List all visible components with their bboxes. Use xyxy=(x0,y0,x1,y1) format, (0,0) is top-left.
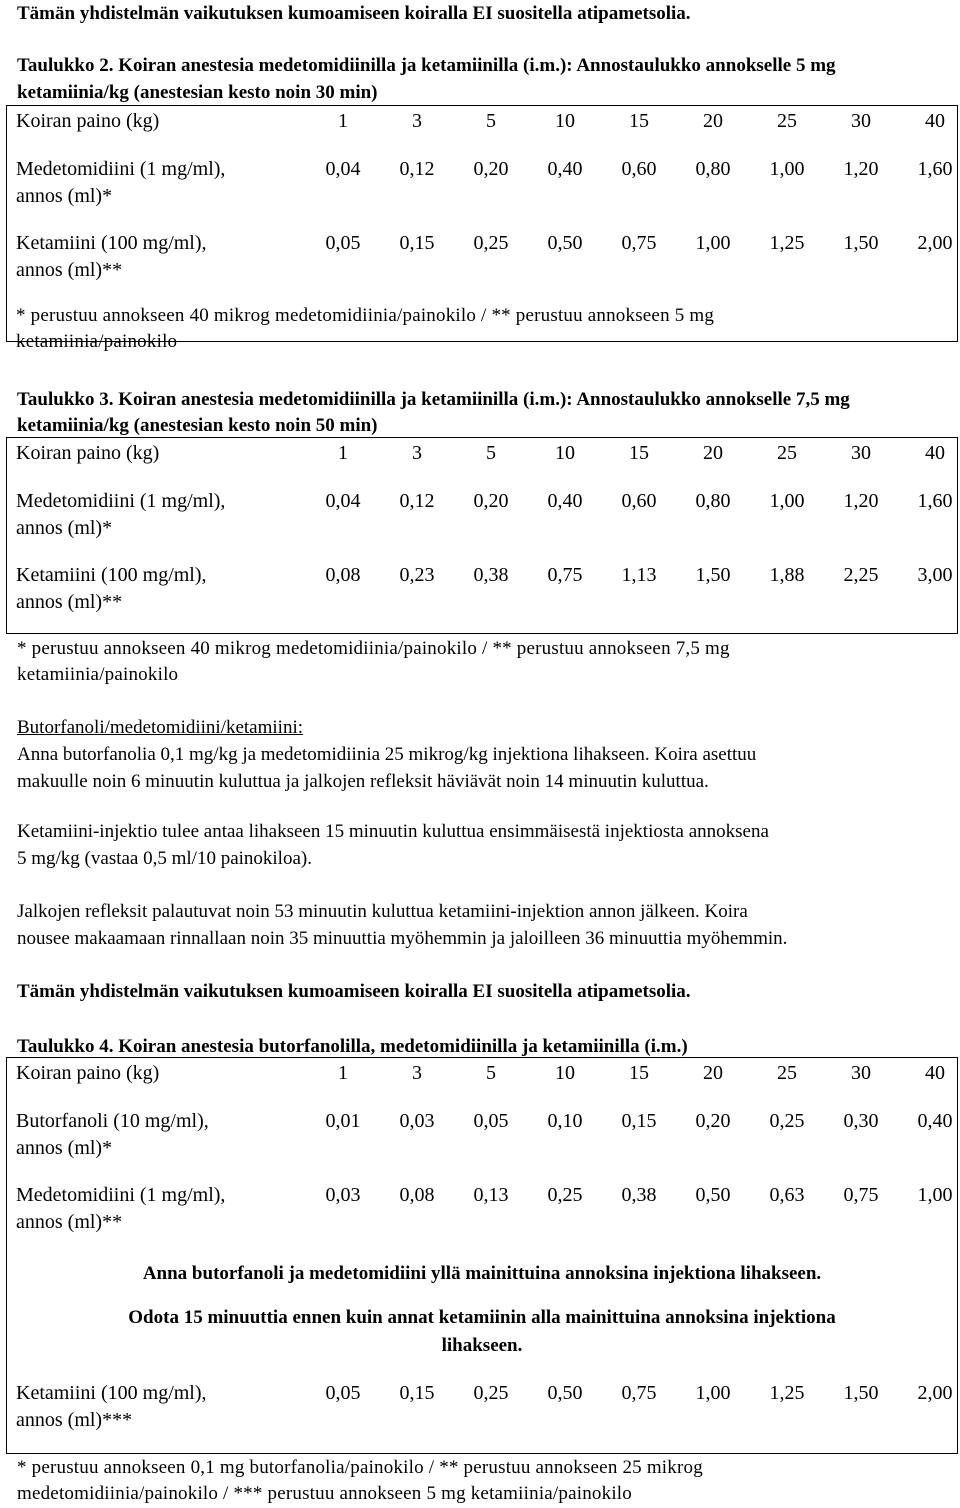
table3-cell: 0,20 xyxy=(473,490,509,512)
table4-weight: 30 xyxy=(851,1062,871,1084)
table4 xyxy=(6,1057,958,1454)
table4-cell: 0,05 xyxy=(325,1382,361,1404)
table2-row-label: annos (ml)* xyxy=(16,185,113,207)
table3-weight: 15 xyxy=(629,442,649,464)
table3-cell: 1,20 xyxy=(843,490,879,512)
table2-weight: 1 xyxy=(338,110,348,132)
table3-cell: 0,80 xyxy=(695,490,731,512)
table4-note1: Anna butorfanoli ja medetomidiini yllä mainittuina annoksina injektiona lihakseen. xyxy=(142,1263,822,1284)
table4-cell: 0,01 xyxy=(325,1110,361,1132)
table3 xyxy=(6,437,958,634)
table2-cell: 1,60 xyxy=(917,158,953,180)
table3-weight: 25 xyxy=(777,442,797,464)
table3-cell: 0,04 xyxy=(325,490,361,512)
table4-cell: 0,13 xyxy=(473,1184,509,1206)
table2-cell: 1,00 xyxy=(695,232,731,254)
table4-weight: 5 xyxy=(486,1062,496,1084)
section-para1-line1: Anna butorfanolia 0,1 mg/kg ja medetomidiinia 25 mikrog/kg injektiona lihakseen. Koira asettuu xyxy=(17,744,757,765)
table2-weight: 15 xyxy=(629,110,649,132)
table3-header-label: Koiran paino (kg) xyxy=(16,442,160,464)
table4-cell: 0,75 xyxy=(843,1184,879,1206)
table3-weight: 5 xyxy=(486,442,496,464)
table3-row-label: Ketamiini (100 mg/ml), xyxy=(16,564,207,586)
intro-warning: Tämän yhdistelmän vaikutuksen kumoamiseen koiralla EI suositella atipametsolia. xyxy=(17,3,691,24)
section-para3-line2: nousee makaamaan rinnallaan noin 35 minuuttia myöhemmin ja jaloilleen 36 minuuttia myöhemmin. xyxy=(17,928,788,949)
table2-cell: 1,25 xyxy=(769,232,805,254)
table2-cell: 0,60 xyxy=(621,158,657,180)
table4-note2-line1: Odota 15 minuuttia ennen kuin annat ketamiinin alla mainittuina annoksina injektiona xyxy=(128,1307,836,1328)
table4-cell: 1,50 xyxy=(843,1382,879,1404)
table4-cell: 0,30 xyxy=(843,1110,879,1132)
table3-footnote-line2: ketamiinia/painokilo xyxy=(17,664,179,685)
table3-footnote-line1: * perustuu annokseen 40 mikrog medetomidiinia/painokilo / ** perustuu annokseen 7,5 mg xyxy=(17,638,730,659)
table2-caption-line2: ketamiinia/kg (anestesian kesto noin 30 min) xyxy=(17,82,378,103)
section-heading: Butorfanoli/medetomidiini/ketamiini: xyxy=(17,717,304,738)
section-para1-line2: makuulle noin 6 minuutin kuluttua ja jalkojen refleksit häviävät noin 14 minuutin kuluttua. xyxy=(17,771,709,792)
table2-weight: 30 xyxy=(851,110,871,132)
table4-cell: 0,50 xyxy=(547,1382,583,1404)
table2-weight: 5 xyxy=(486,110,496,132)
table3-cell: 1,50 xyxy=(695,564,731,586)
table4-cell: 0,25 xyxy=(547,1184,583,1206)
table4-cell: 0,08 xyxy=(399,1184,435,1206)
table3-caption-line1: Taulukko 3. Koiran anestesia medetomidiinilla ja ketamiinilla (i.m.): Annostaulukko annokselle 7,5 mg xyxy=(17,389,850,410)
table2-cell: 0,80 xyxy=(695,158,731,180)
table4-row-label: Ketamiini (100 mg/ml), xyxy=(16,1382,207,1404)
table2-cell: 0,05 xyxy=(325,232,361,254)
table3-row-label: Medetomidiini (1 mg/ml), xyxy=(16,490,226,512)
table3-weight: 20 xyxy=(703,442,723,464)
table2-weight: 40 xyxy=(925,110,945,132)
table4-footnote-line2: medetomidiinia/painokilo / *** perustuu annokseen 5 mg ketamiinia/painokilo xyxy=(17,1483,632,1504)
table2-cell: 1,50 xyxy=(843,232,879,254)
table2-cell: 0,40 xyxy=(547,158,583,180)
table3-cell: 0,12 xyxy=(399,490,435,512)
table4-cell: 0,03 xyxy=(399,1110,435,1132)
table4-cell: 0,38 xyxy=(621,1184,657,1206)
table3-cell: 0,40 xyxy=(547,490,583,512)
table4-header-label: Koiran paino (kg) xyxy=(16,1062,160,1084)
table2-cell: 1,00 xyxy=(769,158,805,180)
table4-cell: 0,20 xyxy=(695,1110,731,1132)
table4-cell: 0,03 xyxy=(325,1184,361,1206)
table2-cell: 0,20 xyxy=(473,158,509,180)
table4-cell: 0,75 xyxy=(621,1382,657,1404)
table4-cell: 0,15 xyxy=(399,1382,435,1404)
section-para2-line1: Ketamiini-injektio tulee antaa lihakseen 15 minuutin kuluttua ensimmäisestä injektiosta annoksena xyxy=(17,821,769,842)
table4-cell: 0,25 xyxy=(473,1382,509,1404)
table2-row-label: Medetomidiini (1 mg/ml), xyxy=(16,158,226,180)
section-warning: Tämän yhdistelmän vaikutuksen kumoamiseen koiralla EI suositella atipametsolia. xyxy=(17,981,691,1002)
table4-note2-line2: lihakseen. xyxy=(441,1335,523,1356)
table4-cell: 1,00 xyxy=(917,1184,953,1206)
table2 xyxy=(6,105,958,352)
table4-cell: 0,50 xyxy=(695,1184,731,1206)
section-para2-line2: 5 mg/kg (vastaa 0,5 ml/10 painokiloa). xyxy=(17,848,312,869)
table2-footnote-line2: ketamiinia/painokilo xyxy=(16,331,178,352)
table4-cell: 0,15 xyxy=(621,1110,657,1132)
table4-row-label: annos (ml)*** xyxy=(16,1409,133,1431)
table4-row-label: annos (ml)** xyxy=(16,1211,123,1233)
table4-cell: 2,00 xyxy=(917,1382,953,1404)
table4-row-label: Medetomidiini (1 mg/ml), xyxy=(16,1184,226,1206)
table4-weight: 20 xyxy=(703,1062,723,1084)
table2-cell: 2,00 xyxy=(917,232,953,254)
table3-cell: 0,23 xyxy=(399,564,435,586)
table4-cell: 0,40 xyxy=(917,1110,953,1132)
table3-weight: 1 xyxy=(338,442,348,464)
table3-cell: 1,13 xyxy=(621,564,657,586)
table3-row-label: annos (ml)** xyxy=(16,591,123,613)
table4-cell: 0,63 xyxy=(769,1184,805,1206)
table3-cell: 2,25 xyxy=(843,564,879,586)
table3-weight: 30 xyxy=(851,442,871,464)
table2-cell: 0,50 xyxy=(547,232,583,254)
table4-weight: 40 xyxy=(925,1062,945,1084)
table2-cell: 0,04 xyxy=(325,158,361,180)
table2-cell: 0,75 xyxy=(621,232,657,254)
table4-weight: 1 xyxy=(338,1062,348,1084)
table3-cell: 0,08 xyxy=(325,564,361,586)
table2-weight: 10 xyxy=(555,110,575,132)
table2-cell: 0,12 xyxy=(399,158,435,180)
table2-weight: 3 xyxy=(412,110,422,132)
table4-caption: Taulukko 4. Koiran anestesia butorfanolilla, medetomidiinilla ja ketamiinilla (i.m.) xyxy=(17,1036,688,1057)
table4-weight: 3 xyxy=(412,1062,422,1084)
table4-footnote-line1: * perustuu annokseen 0,1 mg butorfanolia/painokilo / ** perustuu annokseen 25 mikrog xyxy=(17,1457,703,1478)
table4-weight: 25 xyxy=(777,1062,797,1084)
table2-row-label: Ketamiini (100 mg/ml), xyxy=(16,232,207,254)
table4-weight: 10 xyxy=(555,1062,575,1084)
table4-cell: 1,25 xyxy=(769,1382,805,1404)
table3-caption-line2: ketamiinia/kg (anestesian kesto noin 50 min) xyxy=(17,415,378,436)
table3-cell: 0,60 xyxy=(621,490,657,512)
table4-cell: 0,05 xyxy=(473,1110,509,1132)
table3-cell: 1,88 xyxy=(769,564,805,586)
table3-cell: 1,00 xyxy=(769,490,805,512)
table3-cell: 0,38 xyxy=(473,564,509,586)
table3-weight: 10 xyxy=(555,442,575,464)
table2-weight: 20 xyxy=(703,110,723,132)
table3-cell: 0,75 xyxy=(547,564,583,586)
table3-row-label: annos (ml)* xyxy=(16,517,113,539)
table3-weight: 40 xyxy=(925,442,945,464)
table4-cell: 0,25 xyxy=(769,1110,805,1132)
table3-cell: 1,60 xyxy=(917,490,953,512)
section-para3-line1: Jalkojen refleksit palautuvat noin 53 minuutin kuluttua ketamiini-injektion annon jälkeen. Koira xyxy=(17,901,748,922)
table2-caption-line1: Taulukko 2. Koiran anestesia medetomidiinilla ja ketamiinilla (i.m.): Annostaulukko annokselle 5 mg xyxy=(17,55,836,76)
table3-weight: 3 xyxy=(412,442,422,464)
table2-cell: 0,25 xyxy=(473,232,509,254)
table2-footnote-line1: * perustuu annokseen 40 mikrog medetomidiinia/painokilo / ** perustuu annokseen 5 mg xyxy=(16,305,715,326)
table4-cell: 1,00 xyxy=(695,1382,731,1404)
table4-weight: 15 xyxy=(629,1062,649,1084)
table2-header-label: Koiran paino (kg) xyxy=(16,110,160,132)
table4-cell: 0,10 xyxy=(547,1110,583,1132)
table2-row-label: annos (ml)** xyxy=(16,259,123,281)
table4-row-label: annos (ml)* xyxy=(16,1137,113,1159)
table4-row-label: Butorfanoli (10 mg/ml), xyxy=(16,1110,209,1132)
table2-cell: 1,20 xyxy=(843,158,879,180)
table3-cell: 3,00 xyxy=(917,564,953,586)
table2-weight: 25 xyxy=(777,110,797,132)
table2-cell: 0,15 xyxy=(399,232,435,254)
